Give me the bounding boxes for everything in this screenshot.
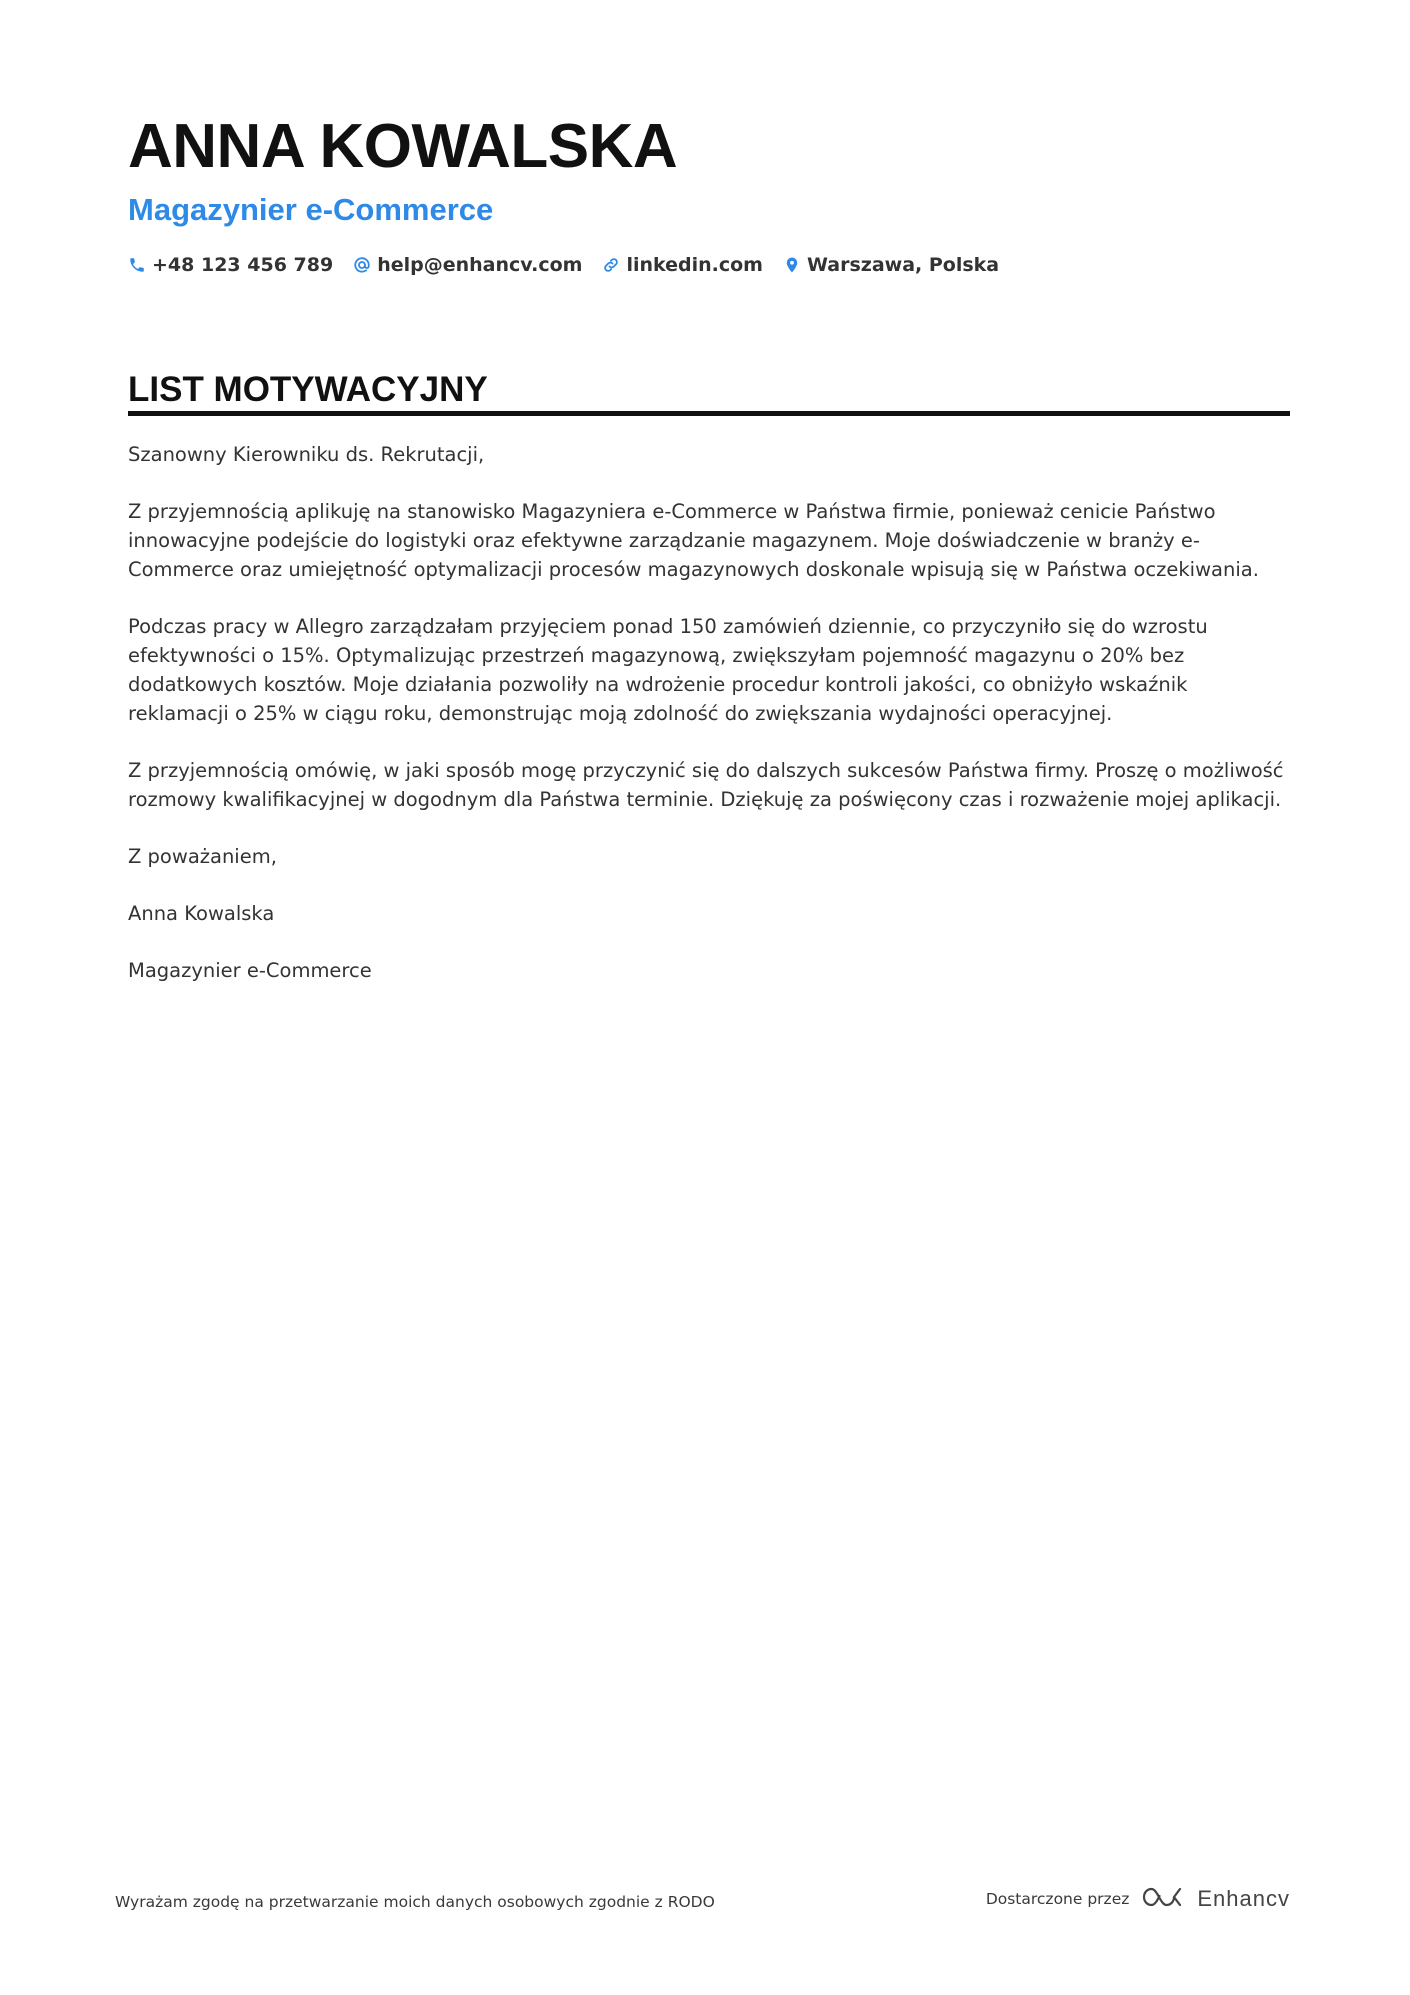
location-pin-icon bbox=[783, 256, 801, 274]
brand-name: Enhancv bbox=[1197, 1886, 1290, 1911]
contact-phone bbox=[128, 254, 333, 276]
contact-linkedin bbox=[602, 254, 763, 276]
contact-bar bbox=[128, 254, 1288, 276]
email-address[interactable]: help@enhancv.com bbox=[377, 254, 583, 276]
section-divider bbox=[128, 411, 1290, 416]
at-icon bbox=[353, 256, 371, 274]
phone-number: +48 123 456 789 bbox=[152, 254, 334, 276]
linkedin-link[interactable]: linkedin.com bbox=[626, 254, 763, 276]
letter-paragraph: Z przyjemnością aplikuję na stanowisko Magazyniera e-Commerce w Państwa firmie, ponieważ cenicie Państwo innowacyjne podejście do logistyki oraz efektywne zarządzanie magazynem. Moje doświadczenie w branży e-Commerce oraz umiejętność optymalizacji procesów magazynowych doskonale wpisują się w Państwa oczekiwania. bbox=[128, 500, 1259, 581]
letter-greeting: Szanowny Kierowniku ds. Rekrutacji, bbox=[128, 443, 485, 466]
letter-body bbox=[128, 440, 1290, 1013]
footer-branding bbox=[986, 1884, 1290, 1914]
candidate-name: ANNA KOWALSKA bbox=[128, 112, 678, 181]
signature-name: Anna Kowalska bbox=[128, 902, 275, 925]
header bbox=[128, 108, 1288, 276]
location-text: Warszawa, Polska bbox=[806, 254, 1000, 276]
candidate-job-title: Magazynier e-Commerce bbox=[128, 192, 494, 227]
gdpr-consent: Wyrażam zgodę na przetwarzanie moich danych osobowych zgodnie z RODO bbox=[115, 1893, 715, 1911]
link-icon bbox=[602, 256, 620, 274]
enhancv-logo-icon bbox=[1141, 1884, 1187, 1914]
letter-paragraph: Podczas pracy w Allegro zarządzałam przyjęciem ponad 150 zamówień dziennie, co przyczyniło się do wzrostu efektywności o 15%. Optymalizując przestrzeń magazynową, zwiększyłam pojemność magazynu o 20% bez dodatkowych kosztów. Moje działania pozwoliły na wdrożenie procedur kontroli jakości, co obniżyło wskaźnik reklamacji o 25% w ciągu roku, demonstrując moją zdolność do zwiększania wydajności operacyjnej. bbox=[128, 615, 1208, 725]
signature-title: Magazynier e-Commerce bbox=[128, 959, 372, 982]
phone-icon bbox=[128, 256, 146, 274]
contact-location bbox=[783, 254, 999, 276]
provided-by-label: Dostarczone przez bbox=[985, 1890, 1130, 1908]
section-title: LIST MOTYWACYJNY bbox=[128, 370, 488, 409]
brand[interactable] bbox=[1141, 1884, 1290, 1914]
letter-paragraph: Z przyjemnością omówię, w jaki sposób mogę przyczynić się do dalszych sukcesów Państwa firmy. Proszę o możliwość rozmowy kwalifikacyjnej w dogodnym dla Państwa terminie. Dziękuję za poświęcony czas i rozważenie mojej aplikacji. bbox=[128, 759, 1284, 811]
contact-email bbox=[353, 254, 582, 276]
letter-closing: Z poważaniem, bbox=[128, 845, 277, 868]
